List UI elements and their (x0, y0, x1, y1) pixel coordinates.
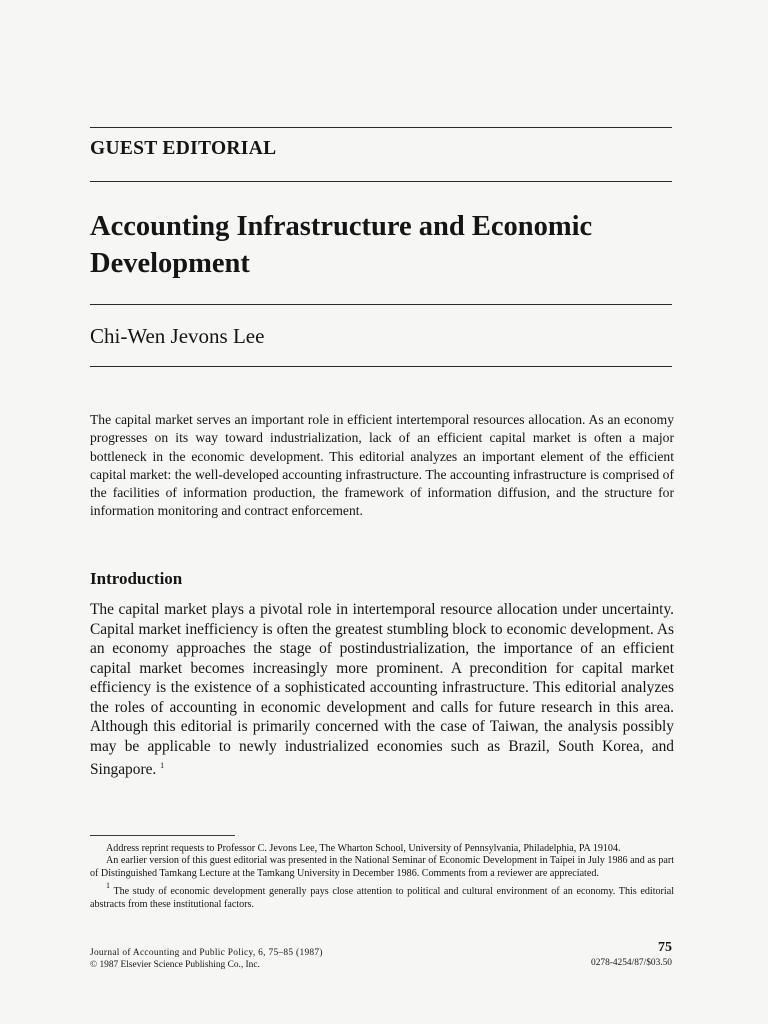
footnote-1 (90, 880, 674, 911)
copyright-line: © 1987 Elsevier Science Publishing Co., Inc. (90, 960, 260, 970)
footnote-address: Address reprint requests to Professor C. Jevons Lee, The Wharton School, University of Pennsylvania, Philadelphia, PA 19104. (106, 843, 621, 854)
title-rule (90, 304, 672, 305)
footnote-ref: 1 (160, 761, 165, 770)
issn-code: 0278-4254/87/$03.50 (591, 958, 672, 968)
article-title: Accounting Infrastructure and Economic Development (90, 211, 593, 279)
journal-title: Journal of Accounting and Public Policy, 6, 75–85 (1987) (90, 948, 323, 958)
page-number: 75 (658, 940, 672, 955)
introduction-paragraph (90, 600, 674, 780)
footnote-rule (90, 835, 235, 836)
footnotes (90, 843, 674, 911)
section-rule (90, 181, 672, 182)
journal-citation (90, 947, 323, 971)
footnote-1-mark: 1 (106, 881, 110, 891)
footnote-earlier-version: An earlier version of this guest editorial was presented in the National Seminar of Economic Development in Taipei in July 1986 and as part of Distinguished Tamkang Lecture at the Tamkang University in December 1986. Comments from a reviewer are appreciated. (90, 855, 674, 879)
author-name: Chi-Wen Jevons Lee (90, 324, 265, 348)
introduction-heading: Introduction (90, 569, 183, 588)
section-label: GUEST EDITORIAL (90, 138, 277, 159)
introduction-text: The capital market plays a pivotal role in intertemporal resource allocation under uncertainty. Capital market inefficiency is often the greatest stumbling block to economic development. As an economy approaches the stage of postindustrialization, the importance of an efficient capital market becomes increasingly more prominent. A precondition for capital market efficiency is the existence of a sophisticated accounting infrastructure. This editorial analyzes the roles of accounting in economic development and calls for future research in this area. Although this editorial is primarily concerned with the case of Taiwan, the analysis possibly may be applicable to newly industrialized economies such as Brazil, South Korea, and Singapore. (90, 601, 674, 778)
abstract: The capital market serves an important role in efficient intertemporal resources allocation. As an economy progresses on its way toward industrialization, lack of an efficient capital market is often a major bottleneck in the economic development. This editorial analyzes an important element of the efficient capital market: the well-developed accounting infrastructure. The accounting infrastructure is comprised of the facilities of information production, the framework of information diffusion, and the structure for information monitoring and contract enforcement. (90, 412, 674, 519)
top-rule (90, 127, 672, 128)
author-rule (90, 366, 672, 367)
footnote-1-text: The study of economic development generally pays close attention to political and cultural environment of an economy. This editorial abstracts from these institutional factors. (90, 886, 675, 910)
